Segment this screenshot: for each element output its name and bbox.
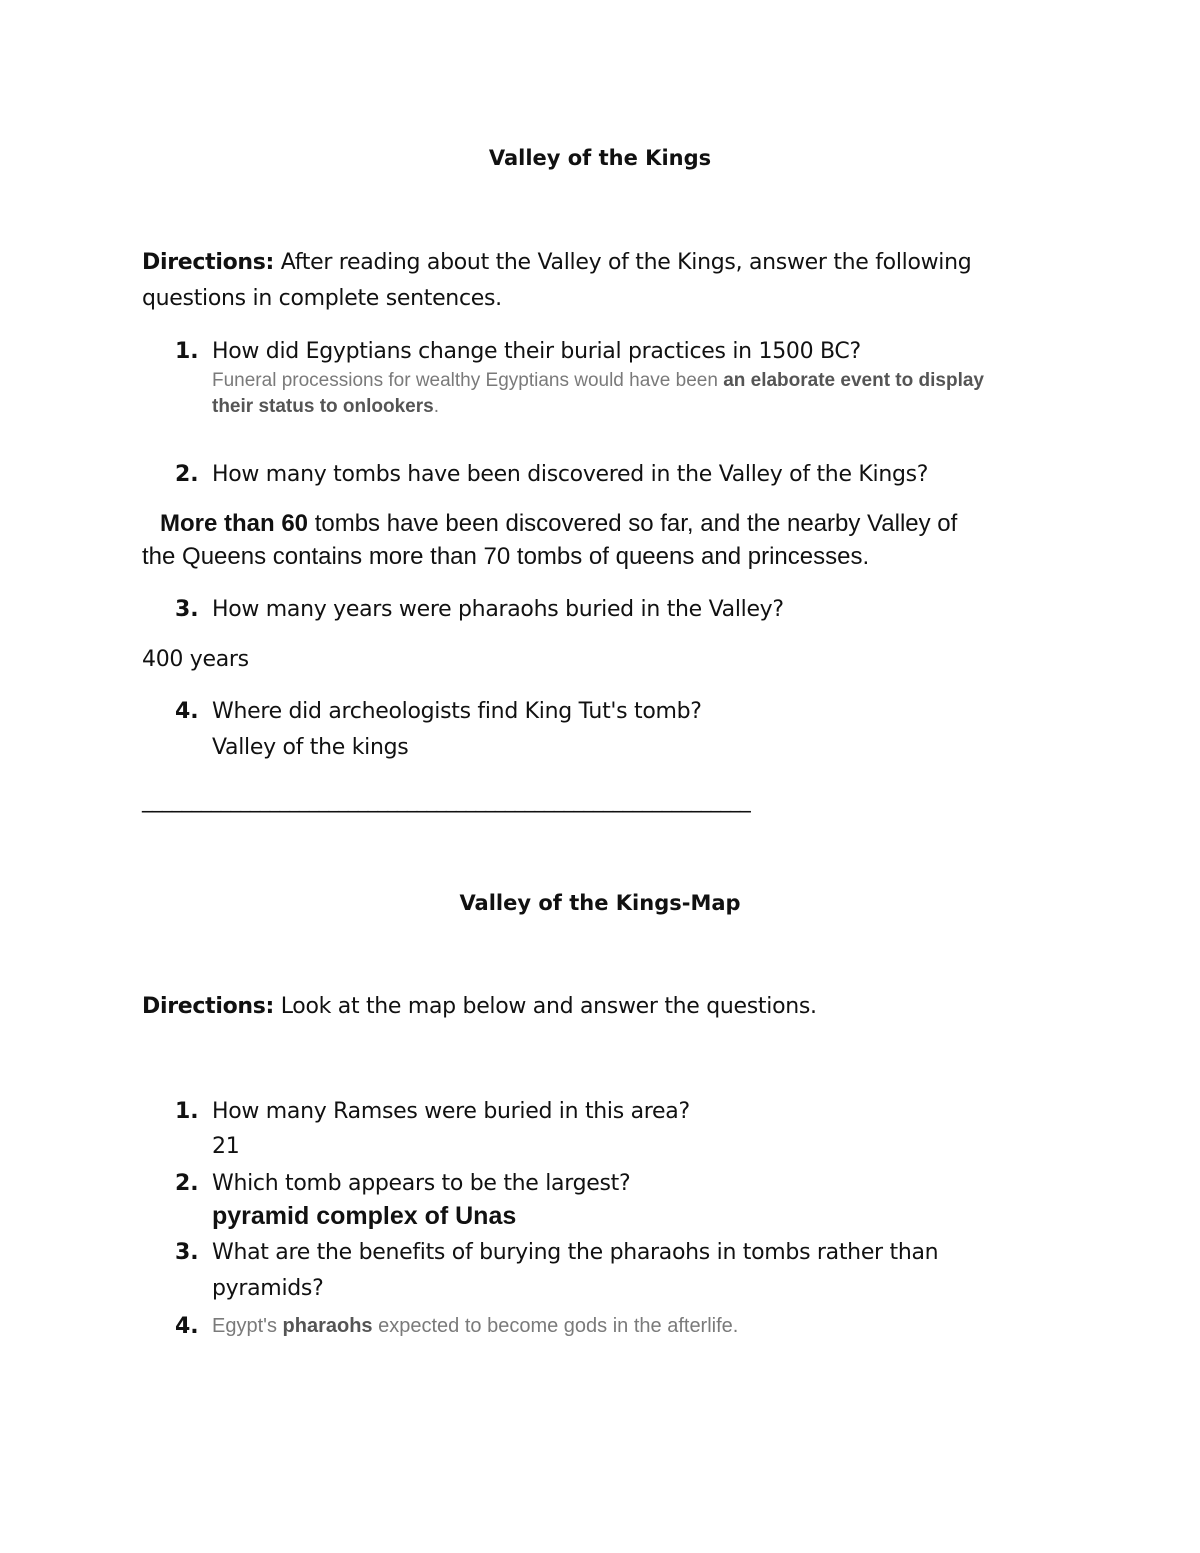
directions-text: After reading about the Valley of the Kings, answer the following bbox=[274, 250, 972, 275]
answer-bold: their status to onlookers bbox=[212, 396, 434, 417]
answer-plain: tombs have been discovered so far, and the nearby Valley of bbox=[308, 510, 958, 537]
question-text: Which tomb appears to be the largest? bbox=[212, 1171, 631, 1196]
directions-line-1 bbox=[142, 250, 971, 275]
answer-bold: More than 60 bbox=[160, 510, 309, 537]
answer-text: Valley of the kings bbox=[212, 735, 409, 760]
page-title: Valley of the Kings bbox=[488, 146, 712, 170]
answer-text bbox=[212, 370, 984, 392]
question-text: What are the benefits of burying the pharaohs in tombs rather than bbox=[212, 1240, 939, 1265]
question-number: 4. bbox=[175, 699, 199, 724]
question-number: 2. bbox=[175, 462, 199, 487]
answer-plain: expected to become gods in the afterlife. bbox=[372, 1315, 739, 1337]
directions-label: Directions: bbox=[142, 994, 275, 1019]
answer-bold: pharaohs bbox=[282, 1315, 373, 1337]
directions-text: Look at the map below and answer the questions. bbox=[274, 994, 817, 1019]
directions-label: Directions: bbox=[142, 250, 275, 275]
question-text: How did Egyptians change their burial practices in 1500 BC? bbox=[212, 339, 861, 364]
section-divider: ______________________________________________________________ bbox=[142, 788, 750, 813]
question-text: How many Ramses were buried in this area? bbox=[212, 1099, 690, 1124]
question-text: How many years were pharaohs buried in the Valley? bbox=[212, 597, 784, 622]
answer-text bbox=[212, 1315, 738, 1338]
answer-text: 400 years bbox=[142, 647, 249, 672]
question-number: 1. bbox=[175, 1099, 199, 1124]
answer-text: 21 bbox=[212, 1134, 240, 1159]
question-number: 2. bbox=[175, 1171, 199, 1196]
answer-text-line-2 bbox=[212, 396, 439, 418]
answer-text: pyramid complex of Unas bbox=[212, 1202, 517, 1230]
question-number: 3. bbox=[175, 597, 199, 622]
answer-plain: Funeral processions for wealthy Egyptians would have been bbox=[212, 370, 724, 391]
answer-bold: an elaborate event to display bbox=[723, 370, 984, 391]
section-title: Valley of the Kings-Map bbox=[459, 891, 741, 915]
answer-period: . bbox=[433, 396, 439, 417]
question-text: How many tombs have been discovered in the Valley of the Kings? bbox=[212, 462, 929, 487]
answer-plain: Egypt's bbox=[212, 1315, 283, 1337]
answer-text bbox=[160, 510, 957, 538]
question-number: 3. bbox=[175, 1240, 199, 1265]
question-number: 4. bbox=[175, 1314, 199, 1339]
directions-line-2: questions in complete sentences. bbox=[142, 286, 502, 311]
question-text: Where did archeologists find King Tut's tomb? bbox=[212, 699, 702, 724]
directions-line bbox=[142, 994, 817, 1019]
question-text-line-2: pyramids? bbox=[212, 1276, 324, 1301]
question-number: 1. bbox=[175, 339, 199, 364]
answer-text-line-2: the Queens contains more than 70 tombs of queens and princesses. bbox=[142, 543, 870, 570]
